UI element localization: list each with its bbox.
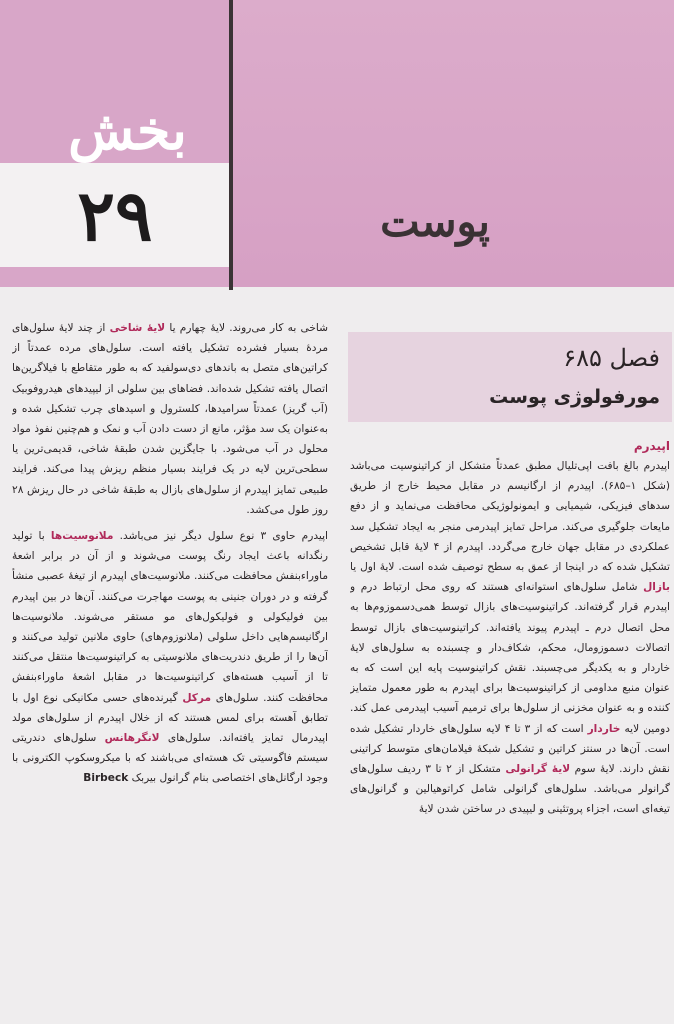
paragraph-other-cells [12, 526, 328, 789]
text-run: اپیدرم بالغ بافت اپی‌تلیال مطبق عمدتاً متشکل از کراتینوسیت می‌باشد (شکل ۱–۶۸۵). اپیدرم از ارگانیسم در مقابل محیط خارج از طریق سدهای فیزیکی، شیمیایی و ایمونولوژیکی محافظت می‌نماید و از دفع مایعات جلوگیری می‌کند. مراحل تمایز اپیدرمی منجر به ایجاد تشکیل سد عملکردی در مقابل جهان خارج می‌گردد. اپیدرم از ۴ لایهٔ قابل تشخیص تشکیل شده که در اینجا از عمق به سطح توصیف شده است. لایهٔ اول یا [350, 460, 670, 574]
part-number: ۲۹ [77, 174, 153, 257]
text-run: شاخی به کار می‌روند. لایهٔ چهارم یا [169, 322, 328, 334]
left-column [12, 318, 328, 1008]
part-label: بخش [68, 98, 187, 162]
text-run: با تولید رنگدانه باعث ایجاد رنگ پوست می‌شوند و از آن در برابر اشعهٔ ماوراءبنفش محافظت می‌کنند. ملانوسیت‌های اپیدرم از تیغهٔ عصبی منشأ گرفته و در دوران جنینی به پوست مهاجرت می‌کنند. آن‌ها در بین اپیدرم بین فولیکولی و فولیکول‌های مو مستقر می‌شوند. ملانوسیت‌ها ارگانیسم‌هایی داخل سلولی (ملانوزوم‌های) حاوی ملانین تولید می‌کنند و آن‌ها را از طریق دندریت‌های ملانوسیتی به کراتینوسیت‌ها منتقل می‌کنند تا از آسیب هسته‌های کراتینوسیت‌ها در مقابل اشعهٔ ماوراءبنفش محافظت کنند. سلول‌های [12, 530, 328, 704]
text-run: است که از ۳ تا ۴ لایه سلول‌های خاردار تشکیل شده است. آن‌ها در سنتز کراتین و تشکیل شبکهٔ فیلامان‌های متوسط کراتینی نقش دارند. لایهٔ سوم [350, 722, 670, 776]
text-run: اپیدرم حاوی ۳ نوع سلول دیگر نیز می‌باشد. [119, 530, 328, 543]
chapter-number: فصل ۶۸۵ [563, 344, 660, 372]
text-run: سلول‌های دندریتی سیستم فاگوسیتی تک هسته‌ای می‌باشند که با میکروسکوپ الکترونی با وجود ارگانل‌های اختصاصی بنام گرانول بیربک [12, 732, 328, 785]
chapter-title: مورفولوژی پوست [489, 386, 660, 408]
term-corneum: لایهٔ شاخی [109, 322, 166, 334]
text-run: شامل سلول‌های استوانه‌ای هستند که روی محل ارتباط درم و اپیدرم قرار گرفته‌اند. کراتینوسیت‌های بازال توسط همی‌دسموزوم‌ها به محل اتصال درم ـ اپیدرم پیوند یافته‌اند. کراتینوسیت‌های بازال توسط اتصالات دسموزومال، محکم، شکاف‌دار و چسبنده به سلول‌های لایهٔ خاردار و به یکدیگر می‌چسبند. نقش کراتینوسیت پایه این است که به عنوان منبع مداومی از کراتینوسیت‌ها برای اپیدرم به طور معمول متمایز کننده و به عنوان مخزنی از سلول‌ها برای ترمیم آسیب اپیدرمی عمل کند. دومین لایه [350, 581, 670, 735]
term-granular: لایهٔ گرانولی [505, 763, 571, 776]
paragraph-stratum-corneum [12, 318, 328, 520]
right-column [350, 436, 670, 1006]
text-run: از چند لایهٔ سلول‌های مردهٔ بسیار فشرده تشکیل یافته است. سلول‌های مرده عمدتاً از کراتین‌های متصل به باندهای دی‌سولفید که به طور متقاطع با فیلاگرین‌ها اتصال یافته تشکیل شده‌اند. فضاهای بین سلولی از لیپیدهای هیدروفوبیک (آب گریز) عمدتاً سرامیدها، کلسترول و اسیدهای چرب تشکیل شده و به‌عنوان یک سد مؤثر، مانع از دست دادن آب و نمک و هم‌چنین نفوذ مواد محلول در آب می‌شود. با جایگزین شدن طبقهٔ شاخی، قدیمی‌ترین یا سطحی‌ترین لایه در یک فرایند بسیار منظم ریزش پیدا می‌کند. فرایند طبیعی تمایز اپیدرم از سلول‌های بازال به طبقهٔ شاخی در حال ریزش ۲۸ روز طول می‌کشد. [12, 322, 328, 516]
section-title: پوست [380, 197, 490, 246]
term-birbeck: Birbeck [83, 772, 129, 785]
paragraph-epidermis [350, 456, 670, 820]
term-merkel: مرکل [182, 691, 212, 704]
term-langerhans: لانگرهانس [104, 732, 160, 745]
text-run: گیرنده‌های حسی مکانیکی نوع اول با تطابق آهسته برای لمس هستند که از خلال اپیدرم از سلول‌های مولد اپیدرمال تمایز یافته‌اند. سلول‌های [12, 691, 328, 745]
subheading-epidermis: اپیدرم [633, 439, 670, 453]
term-spinous: خاردار [587, 722, 621, 735]
term-melanocytes: ملانوسیت‌ها [50, 530, 114, 543]
term-basal: بازال [643, 581, 670, 594]
text-run: متشکل از ۲ تا ۳ ردیف سلول‌های گرانولر می‌باشد. سلول‌های گرانولی شامل کراتوهیالین و گرانول‌های تیغه‌ای است، اجزاء پروتئینی و لیپیدی در ساختن شدن لایهٔ [350, 763, 670, 816]
